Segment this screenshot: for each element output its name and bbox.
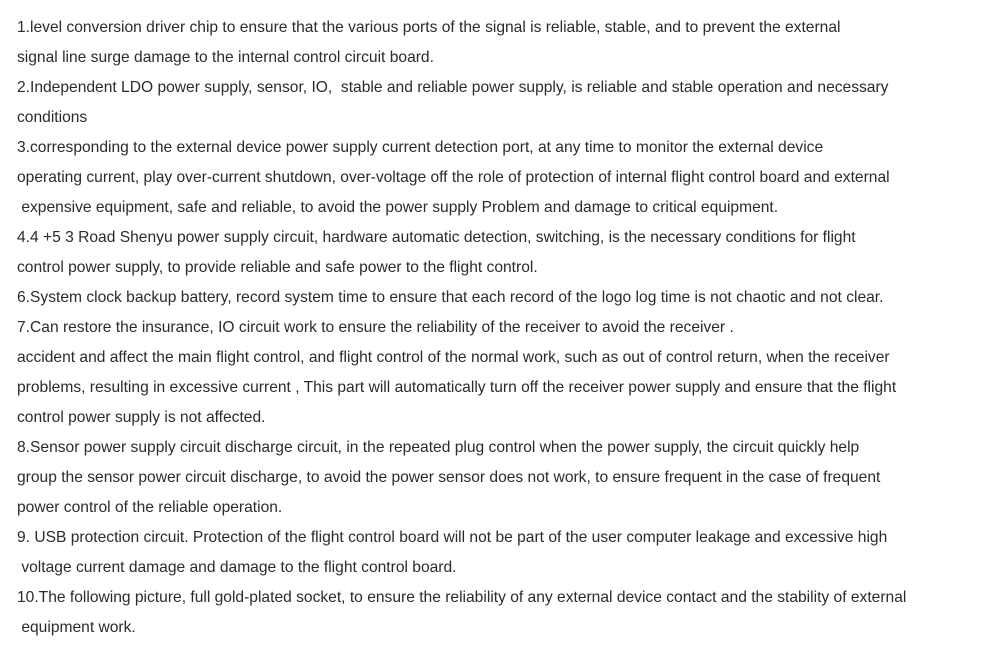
text-line: 8.Sensor power supply circuit discharge circuit, in the repeated plug control when the power supply, the circuit quickly help (17, 439, 860, 456)
text-line: 3.corresponding to the external device power supply current detection port, at any time to monitor the external device (17, 139, 824, 156)
text-line: control power supply, to provide reliable and safe power to the flight control. (17, 259, 538, 276)
text-line: 2.Independent LDO power supply, sensor, IO, stable and reliable power supply, is reliable and stable operation and necessary (17, 79, 889, 96)
text-line: conditions (17, 109, 88, 126)
text-line: control power supply is not affected. (17, 409, 266, 426)
text-line: accident and affect the main flight control, and flight control of the normal work, such as out of control return, when the receiver (17, 349, 890, 366)
text-line: 7.Can restore the insurance, IO circuit work to ensure the reliability of the receiver to avoid the receiver . (17, 319, 734, 336)
text-line: 1.level conversion driver chip to ensure that the various ports of the signal is reliable, stable, and to prevent the external (17, 19, 841, 36)
text-line: expensive equipment, safe and reliable, to avoid the power supply Problem and damage to critical equipment. (17, 199, 779, 216)
text-line: 6.System clock backup battery, record system time to ensure that each record of the logo log time is not chaotic and not clear. (17, 289, 884, 306)
feature-description-text (17, 13, 997, 643)
text-line: 4.4 +5 3 Road Shenyu power supply circuit, hardware automatic detection, switching, is the necessary conditions for flight (17, 229, 856, 246)
text-line: group the sensor power circuit discharge, to avoid the power sensor does not work, to ensure frequent in the case of frequent (17, 469, 881, 486)
text-line: operating current, play over-current shutdown, over-voltage off the role of protection of internal flight control board and external (17, 169, 890, 186)
text-line: equipment work. (17, 619, 136, 636)
text-line: power control of the reliable operation. (17, 499, 283, 516)
text-line: signal line surge damage to the internal control circuit board. (17, 49, 434, 66)
text-line: 10.The following picture, full gold-plated socket, to ensure the reliability of any external device contact and the stability of external (17, 589, 907, 606)
text-line: problems, resulting in excessive current , This part will automatically turn off the receiver power supply and ensure that the flight (17, 379, 897, 396)
text-line: voltage current damage and damage to the flight control board. (17, 559, 457, 576)
text-line: 9. USB protection circuit. Protection of the flight control board will not be part of the user computer leakage and excessive high (17, 529, 888, 546)
